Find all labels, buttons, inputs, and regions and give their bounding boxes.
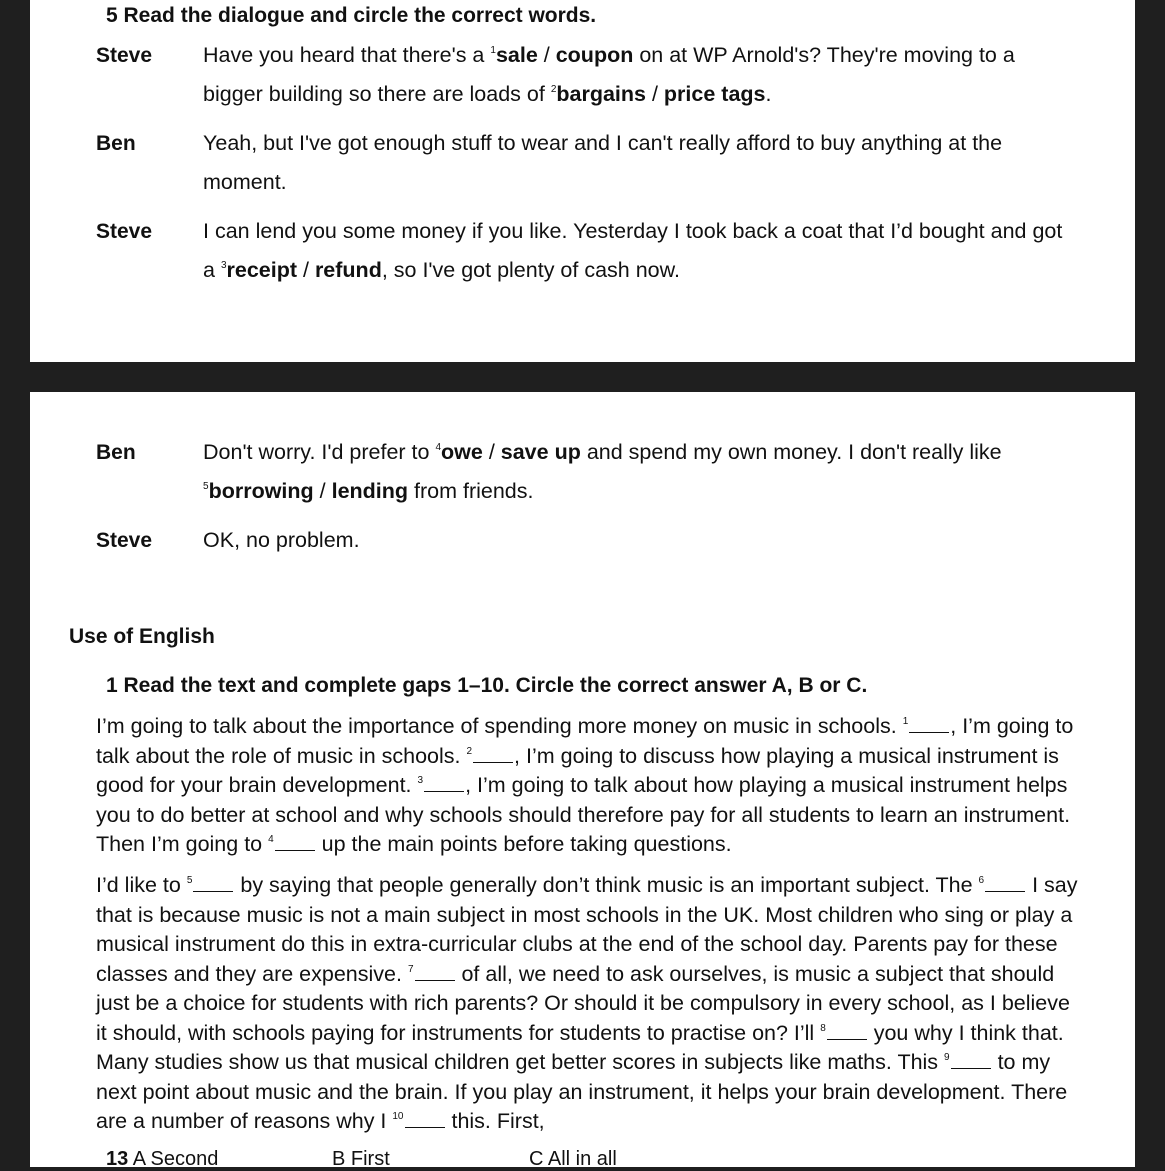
blank-gap[interactable] bbox=[827, 1022, 867, 1040]
answer-option-c[interactable]: C All in all bbox=[529, 1148, 617, 1170]
text-line: I’m going to talk about the importance of spending more money on music in schools. $^1$ , I’m going to bbox=[96, 714, 1074, 738]
blank-gap[interactable] bbox=[951, 1051, 991, 1069]
dialogue-line: bigger building so there are loads of $^2$bargains / price tags. bbox=[203, 82, 772, 106]
dialogue-line: Don't worry. I'd prefer to $^4$owe / save up and spend my own money. I don't really like bbox=[203, 440, 1002, 464]
dialogue-line: moment. bbox=[203, 170, 287, 194]
text-line: that is because music is not a main subject in most schools in the UK. Most children who sing or play a bbox=[96, 902, 1073, 927]
speaker-name: Steve bbox=[96, 529, 153, 552]
text-line: talk about the role of music in schools. $^2$ , I’m going to discuss how playing a musical instrument is bbox=[96, 743, 1059, 768]
blank-gap[interactable] bbox=[424, 774, 464, 792]
answer-option-b[interactable]: B First bbox=[332, 1148, 390, 1170]
blank-gap[interactable] bbox=[473, 745, 513, 763]
dialogue-line: a $^3$receipt / refund, so I've got plenty of cash now. bbox=[203, 258, 680, 282]
text-line: next point about music and the brain. If you play an instrument, it helps your brain development. There bbox=[96, 1079, 1068, 1104]
dialogue-line: Yeah, but I've got enough stuff to wear and I can't really afford to buy anything at the bbox=[203, 131, 1003, 155]
blank-gap[interactable] bbox=[275, 833, 315, 851]
text-line: Then I’m going to $^4$ up the main points before taking questions. bbox=[96, 832, 732, 856]
dialogue-line: $^5$borrowing / lending from friends. bbox=[203, 479, 534, 503]
dialogue-line: I can lend you some money if you like. Yesterday I took back a coat that I’d bought and got bbox=[203, 219, 1063, 243]
text-line: Many studies show us that musical children get better scores in subjects like maths. This $^9$ to my bbox=[96, 1050, 1051, 1074]
speaker-name: Ben bbox=[96, 441, 136, 464]
text-line: I’d like to $^5$ by saying that people generally don’t think music is an important subject. The $^6$ I say bbox=[96, 873, 1078, 897]
text-line: musical instrument do this in extra-curricular clubs at the end of the school day. Parents pay for these bbox=[96, 932, 1058, 956]
blank-gap[interactable] bbox=[193, 874, 233, 892]
blank-gap[interactable] bbox=[985, 874, 1025, 892]
answer-option-a[interactable]: 13 A Second bbox=[106, 1148, 219, 1170]
blank-gap[interactable] bbox=[405, 1110, 445, 1128]
text-line: it should, with schools paying for instruments for students to practise on? I’ll $^8$ you why I think that. bbox=[96, 1020, 1064, 1045]
exercise-1-heading: 1 Read the text and complete gaps 1–10. Circle the correct answer A, B or C. bbox=[106, 674, 868, 697]
dialogue-line: OK, no problem. bbox=[203, 528, 360, 552]
blank-gap[interactable] bbox=[415, 963, 455, 981]
text-line: are a number of reasons why I $^{10}$ this. First, bbox=[96, 1109, 545, 1133]
worksheet-page-top bbox=[30, 0, 1135, 362]
text-line: classes and they are expensive. $^7$ of all, we need to ask ourselves, is music a subject that should bbox=[96, 961, 1055, 986]
text-line: you to do better at school and why schools should therefore pay for all students to learn an instrument. bbox=[96, 802, 1071, 827]
speaker-name: Steve bbox=[96, 220, 153, 243]
text-line: good for your brain development. $^3$ , I’m going to talk about how playing a musical instrument helps bbox=[96, 773, 1068, 797]
exercise-5-heading: 5 Read the dialogue and circle the correct words. bbox=[106, 4, 597, 27]
speaker-name: Ben bbox=[96, 132, 136, 155]
section-title: Use of English bbox=[69, 625, 215, 648]
text-line: just be a choice for students with rich parents? Or should it be compulsory in every school, as I believe bbox=[96, 991, 1070, 1015]
worksheet-page-bottom bbox=[30, 392, 1135, 1170]
dialogue-line: Have you heard that there's a $^1$sale / coupon on at WP Arnold's? They're moving to a bbox=[203, 43, 1015, 67]
speaker-name: Steve bbox=[96, 44, 153, 67]
blank-gap[interactable] bbox=[909, 715, 949, 733]
